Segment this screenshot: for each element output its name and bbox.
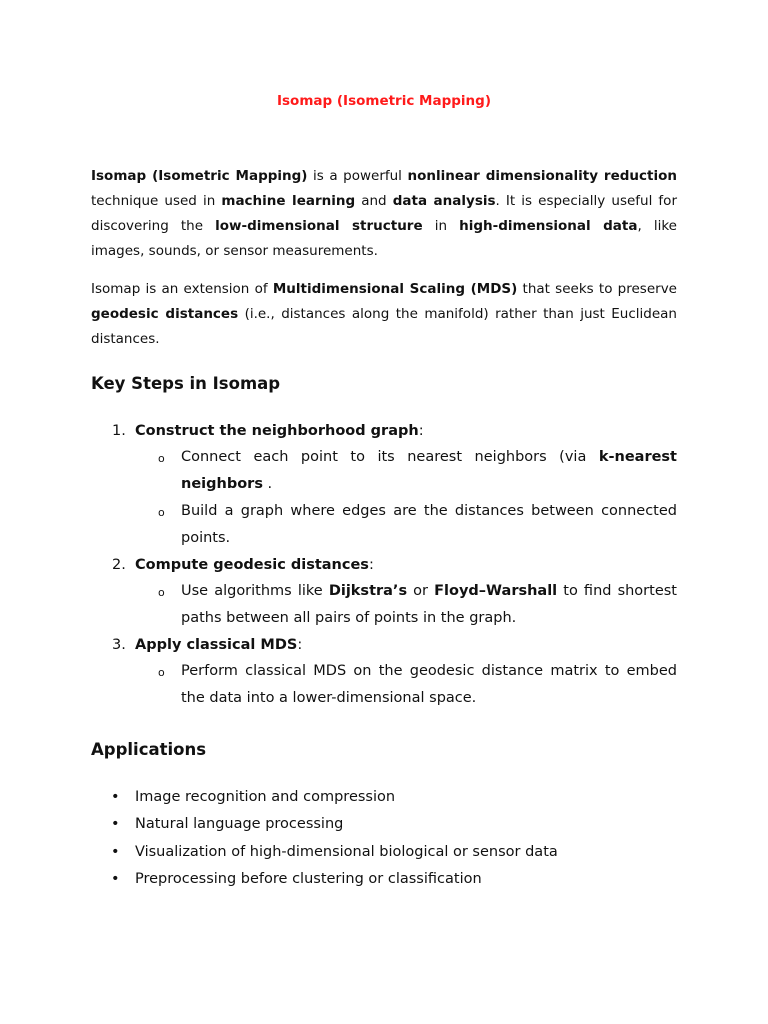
- list-item: [91, 784, 677, 811]
- term-isomap: Isomap (Isometric Mapping): [91, 168, 308, 184]
- document-title: Isomap (Isometric Mapping): [277, 93, 491, 109]
- bullet-icon: •: [111, 816, 120, 833]
- list-item: [91, 866, 677, 893]
- term-machine-learning: machine learning: [221, 193, 356, 209]
- step-title: Construct the neighborhood graph: [135, 423, 419, 439]
- step-title: Compute geodesic distances: [135, 557, 369, 573]
- intro-paragraph: [91, 164, 677, 264]
- circle-bullet-icon: o: [158, 586, 165, 599]
- circle-bullet-icon: o: [158, 666, 165, 679]
- text-span: is a powerful: [307, 168, 408, 184]
- key-steps-heading: Key Steps in Isomap: [91, 374, 281, 393]
- list-item: [91, 839, 677, 866]
- step-colon: :: [297, 637, 303, 653]
- circle-bullet-icon: o: [158, 506, 165, 519]
- list-item-text: Natural language processing: [135, 816, 344, 833]
- term-low-dim-structure: low-dimensional structure: [215, 218, 423, 234]
- text-span: Isomap is an extension of: [91, 281, 273, 297]
- text-span: (i.e., distances along the manifold) rather than just Euclidean distances.: [91, 306, 677, 347]
- step-item: [91, 418, 677, 552]
- bullet-icon: •: [111, 789, 120, 805]
- step-header: [91, 552, 677, 578]
- bullet-icon: •: [111, 870, 120, 887]
- step-number: 1.: [112, 423, 126, 439]
- text-span: Perform classical MDS on the geodesic distance matrix to embed the data into a lower-dimensional space.: [181, 663, 677, 706]
- step-header: [91, 632, 677, 658]
- sub-item: [91, 578, 677, 632]
- bullet-icon: •: [111, 843, 120, 860]
- term-data-analysis: data analysis: [392, 193, 496, 209]
- list-item-text: Image recognition and compression: [135, 789, 396, 805]
- term-floyd-warshall: Floyd–Warshall: [434, 583, 558, 599]
- text-span: Use algorithms like: [181, 583, 329, 599]
- step-number: 3.: [112, 637, 126, 653]
- step-colon: :: [418, 423, 424, 439]
- term-mds: Multidimensional Scaling (MDS): [272, 281, 518, 297]
- term-geodesic-distances: geodesic distances: [91, 306, 239, 322]
- applications-list: [91, 784, 677, 893]
- circle-bullet-icon: o: [158, 452, 165, 465]
- text-span: and: [355, 193, 393, 209]
- text-span: Connect each point to its nearest neighbors (via: [181, 449, 599, 465]
- term-high-dim-data: high-dimensional data: [459, 218, 638, 234]
- step-header: [91, 418, 677, 444]
- text-span: to find shortest paths between all pairs of points in the graph.: [181, 583, 677, 626]
- text-span: .: [262, 476, 273, 492]
- step-title: Apply classical MDS: [135, 637, 298, 653]
- list-item-text: Preprocessing before clustering or classification: [135, 870, 482, 887]
- step-item: [91, 632, 677, 712]
- steps-list: [91, 418, 677, 712]
- sub-item: [91, 498, 677, 552]
- mds-paragraph: [91, 277, 677, 352]
- sub-item: [91, 444, 677, 498]
- term-dijkstra: Dijkstra’s: [328, 583, 408, 599]
- text-span: technique used in: [91, 193, 222, 209]
- term-knn: k-nearest neighbors: [181, 449, 677, 492]
- text-span: or: [407, 583, 435, 599]
- list-item-text: Visualization of high-dimensional biological or sensor data: [135, 843, 558, 860]
- applications-heading: Applications: [91, 740, 207, 759]
- step-item: [91, 552, 677, 632]
- term-nonlinear-dr: nonlinear dimensionality reduction: [407, 168, 677, 184]
- text-span: in: [422, 218, 460, 234]
- text-span: , like images, sounds, or sensor measurements.: [91, 218, 677, 259]
- text-span: Build a graph where edges are the distances between connected points.: [181, 503, 677, 546]
- text-span: that seeks to preserve: [517, 281, 677, 297]
- list-item: [91, 811, 677, 838]
- sub-item: [91, 658, 677, 712]
- text-span: . It is especially useful for discovering the: [91, 193, 677, 234]
- step-colon: :: [368, 557, 374, 573]
- step-number: 2.: [112, 557, 126, 573]
